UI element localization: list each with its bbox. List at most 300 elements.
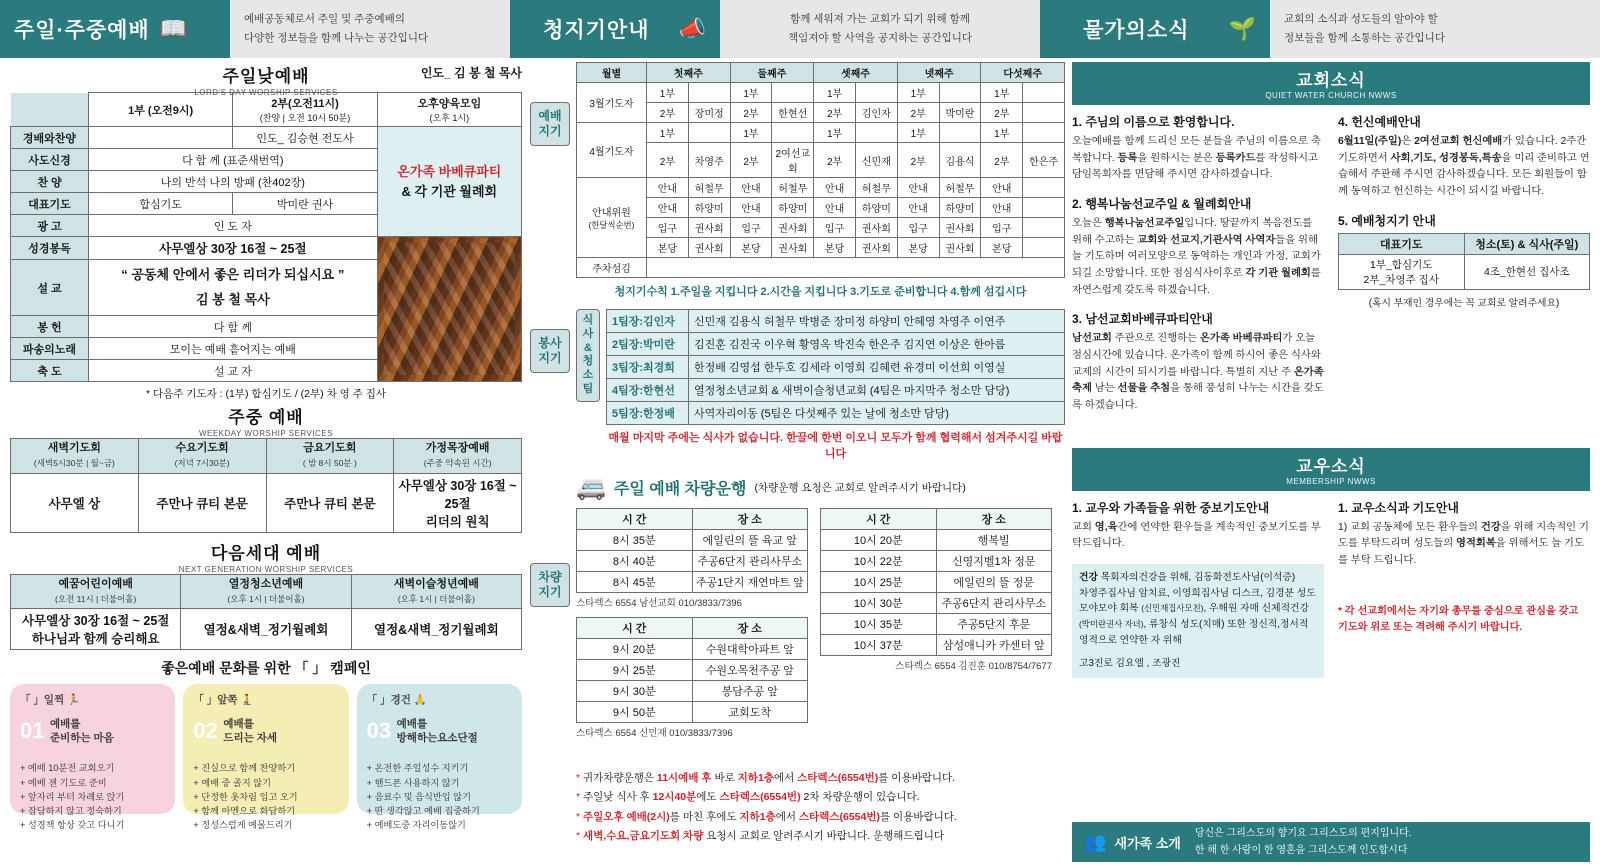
church-news-title: 교회소식 <box>1296 71 1366 90</box>
van-icon: 🚐 <box>576 474 606 501</box>
table-row <box>577 639 808 660</box>
nextgen-value-youth: 열정&새벽_정기월례회 <box>181 609 351 650</box>
header-sub2-worship: 다양한 정보들을 함께 나누는 공간입니다 <box>244 32 429 44</box>
middle-column <box>530 62 1065 847</box>
news-4-heading: 4. 헌신예배안내 <box>1338 115 1421 129</box>
usher-r1-v2: 허철무 <box>772 178 814 198</box>
apr-w5-v2: 한은주 <box>1023 143 1065 178</box>
usher-r1-k4: 안내 <box>897 178 939 198</box>
car-notice-3: * 주일오후 예배(2시)를 마친 후에도 지하1층에서 스타렉스(6554번)를 이용바랍니다. <box>576 810 957 823</box>
row-value-prayer-2nd: 박미란 권사 <box>233 193 377 215</box>
usher-r2-k2: 안내 <box>730 198 772 218</box>
table-row <box>577 660 808 681</box>
row-label-hymn: 찬 양 <box>11 171 89 193</box>
car-note-morning: 스타렉스 6554 남선교회 010/3833/7396 <box>576 598 742 609</box>
header-sub1-news: 교회의 소식과 성도들의 알아야 할 <box>1284 13 1438 26</box>
car-section <box>530 473 1065 847</box>
church-news-left <box>1072 113 1324 426</box>
mar-w2-v2: 한현선 <box>772 103 814 123</box>
car-notice-4: * 새벽,수요,금요기도회 차량 요청시 교회로 알려주시기 바랍니다. 운행해드립니다 <box>576 830 944 843</box>
team-1-leader: 1팀장:김인자 <box>607 310 689 333</box>
member-news-right <box>1338 499 1590 678</box>
weekday-col-fri: 금요기도회 ( 밤 8시 50분 ) <box>266 439 394 474</box>
news-2-heading: 2. 행복나눔선교주일 & 월례회안내 <box>1072 197 1252 212</box>
mar-w3-v1 <box>855 83 897 103</box>
campaign-cards <box>10 684 522 831</box>
car-title-note: (차량운행 요청은 교회로 알려주시기 바랍니다) <box>754 482 966 494</box>
apr-w4-p2: 2부 <box>897 143 939 178</box>
parking-value <box>647 258 1065 278</box>
usher-label: 안내위원 (한달씩순번) <box>577 178 647 258</box>
table-row <box>821 530 1052 551</box>
row-label-benediction: 축 도 <box>11 360 89 382</box>
parking-label: 주차섬김 <box>577 258 647 278</box>
team-5-members: 사역자리이동 (5팀은 다섯째주 있는 날에 청소만 담당) <box>689 402 1065 425</box>
steward-rules: 청지기수칙 1.주일을 지킵니다 2.시간을 지킵니다 3.기도로 준비합니다 4.함께 섬깁시다 <box>614 286 1027 298</box>
car-table-bongdam <box>576 617 808 723</box>
car-l-h1: 시 간 <box>821 509 937 530</box>
car-b-h1: 시 간 <box>577 618 693 639</box>
weekday-title: 주중 예배 <box>228 408 304 427</box>
campaign-list-1: + 예배 10분전 교회오기 + 예배 젠 기도로 준비 + 앞자리 부터 차례로 앉기 + 잡담하지 않고 정숙하기 + 성경책 항상 갖고 다니기 <box>20 763 125 831</box>
campaign-tag-2: 「 」앞쪽 🧎 <box>193 694 254 707</box>
car-title-row <box>576 473 1065 502</box>
header-sub-steward <box>720 0 1040 58</box>
mar-w3-v2: 김인자 <box>855 103 897 123</box>
row-value-notice: 인 도 자 <box>89 215 378 237</box>
usher-r4-v5 <box>1023 238 1065 258</box>
apr-w1-p2: 2부 <box>647 143 689 178</box>
weekday-table <box>10 438 522 533</box>
duty-table <box>1338 233 1590 290</box>
campaign-card-3 <box>357 684 522 831</box>
usher-r3-v3: 권사회 <box>855 218 897 238</box>
car-l-p6: 삼성애니카 카센터 앞 <box>936 635 1052 656</box>
member-2-text: 1) 교회 공동체에 모든 환우들의 건강을 위해 지속적인 기도를 부탁드리며 성도들의 영적회복을 위해서도 늘 기도를 부탁 드립니다. <box>1338 521 1589 567</box>
usher-r2-k3: 안내 <box>814 198 856 218</box>
mar-w2-v1 <box>772 83 814 103</box>
campaign-tag-1: 「 」일찍 🏃 <box>20 694 81 707</box>
mar-w5-p2: 2부 <box>981 103 1023 123</box>
tab-meal-clean-team: 식 사 & 청 소 팀 <box>576 309 600 402</box>
car-l-t1: 10시 20분 <box>821 530 937 551</box>
next-week-prayer-note: * 다음주 기도자 : (1부) 합심기도 / (2부) 차 영 주 집사 <box>145 388 387 400</box>
row-value-sending: 모이는 예배 흩어지는 예배 <box>89 338 378 360</box>
member-news-subtitle: MEMBERSHIP NWWS <box>1286 476 1376 486</box>
bbq-title: 온가족 바베큐파티 <box>397 164 502 179</box>
service-team-table <box>606 309 1065 425</box>
news-1-heading: 1. 주님의 이름으로 환영합니다. <box>1072 115 1235 129</box>
car-l-t3: 10시 25분 <box>821 572 937 593</box>
header-title-news: 물가의소식 <box>1083 19 1190 42</box>
table-row <box>821 614 1052 635</box>
weekday-col-home: 가정목장예배 (주중 약속된 시간) <box>394 439 522 474</box>
apr-w4-v1 <box>939 123 981 143</box>
car-m-h1: 시 간 <box>577 509 693 530</box>
car-table-late <box>820 508 1052 656</box>
campaign-num-3: 03 <box>366 718 392 744</box>
church-news-body <box>1072 113 1590 426</box>
leaf-icon: 🌱 <box>1228 16 1256 41</box>
row-label-sending: 파송의노래 <box>11 338 89 360</box>
header-sub1-steward: 함께 세워져 가는 교회가 되기 위해 함께 <box>790 13 970 26</box>
mar-w1-v2: 장미정 <box>688 103 730 123</box>
car-m-t1: 8시 35분 <box>577 530 693 551</box>
header-sub2-steward: 책임져야 할 사역을 공지하는 공간입니다 <box>787 32 973 44</box>
nextgen-col-youth: 열정청소년예배 (오후 1시 | 더불어홀) <box>181 574 351 609</box>
apr-w3-p2: 2부 <box>814 143 856 178</box>
left-column <box>10 62 522 831</box>
header-band <box>0 0 1600 58</box>
campaign-sub-3: 예배를 방해하는요소단절 <box>396 718 478 744</box>
apr-w3-v1 <box>855 123 897 143</box>
usher-r4-v4: 권사회 <box>939 238 981 258</box>
header-title-steward: 청지기안내 <box>543 19 650 42</box>
new-family-banner <box>1072 822 1590 862</box>
team-3-members: 한정배 김영섭 한두호 김세라 이영희 김혜련 유경미 이선희 이영실 <box>689 356 1065 379</box>
table-row <box>1339 254 1590 289</box>
car-m-p2: 주공6단지 관리사무소 <box>692 551 808 572</box>
steward-section <box>530 62 1065 299</box>
member-1-heading: 1. 교우와 가족들을 위한 중보기도안내 <box>1072 500 1270 515</box>
weekday-value-dawn: 사무엘 상 <box>11 473 139 532</box>
row-label-sermon: 설 교 <box>11 260 89 316</box>
table-row <box>577 530 808 551</box>
duty-absent-note: (혹시 부재인 경우에는 꼭 교회로 알려주세요) <box>1368 297 1560 309</box>
team-4-leader: 4팀장:한현선 <box>607 379 689 402</box>
member-red-note: * 각 선교회에서는 자기와 총무를 중심으로 관심을 갖고 기도와 위로 또는 격려해 주시기 바랍니다. <box>1338 605 1579 633</box>
member-news-body <box>1072 499 1590 678</box>
row-month-april: 4월기도자 <box>577 123 647 178</box>
apr-w3-v2: 신민재 <box>855 143 897 178</box>
nextgen-title: 다음세대 예배 <box>210 543 322 563</box>
apr-w1-v2: 차영주 <box>688 143 730 178</box>
sunday-col-2nd: 2부(오전11시) (찬양 | 오전 10시 50분) <box>233 93 377 127</box>
new-family-line1: 당신은 그리스도의 향기요 그리스도의 편지입니다. <box>1194 828 1412 839</box>
service-team-section <box>530 309 1065 461</box>
mar-w2-p1: 1부 <box>730 83 772 103</box>
apr-w1-p1: 1부 <box>647 123 689 143</box>
bbq-photo <box>377 237 521 382</box>
usher-r4-k5: 본당 <box>981 238 1023 258</box>
car-b-t2: 9시 25분 <box>577 660 693 681</box>
member-1-text: 교회 영,육간에 연약한 환우들을 계속적인 중보기도를 부탁드립니다. <box>1072 521 1321 550</box>
table-row <box>821 593 1052 614</box>
mar-w1-v1 <box>688 83 730 103</box>
campaign-title: 좋은예배 문화를 위한 「 」 캠페인 <box>161 660 371 677</box>
weekday-value-wed: 주만나 큐티 본문 <box>138 473 266 532</box>
usher-r2-k4: 안내 <box>897 198 939 218</box>
car-b-t3: 9시 30분 <box>577 681 693 702</box>
usher-r4-v3: 권사회 <box>855 238 897 258</box>
header-block-worship <box>0 0 230 58</box>
header-sub-worship <box>230 0 510 58</box>
book-icon: 📖 <box>159 16 188 41</box>
row-value-praise <box>89 127 233 149</box>
nextgen-col-young: 새벽이슬청년예배 (오후 1시 | 더불어홀) <box>351 574 521 609</box>
car-m-t3: 8시 45분 <box>577 572 693 593</box>
mar-w4-p1: 1부 <box>897 83 939 103</box>
usher-r3-v2: 권사회 <box>772 218 814 238</box>
member-news-left <box>1072 499 1324 678</box>
church-news-right <box>1338 113 1590 426</box>
bbq-announcement <box>377 127 521 237</box>
campaign-num-2: 02 <box>193 718 218 744</box>
header-sub2-news: 정보들을 함께 소통하는 공간입니다 <box>1284 32 1445 44</box>
row-value-benediction: 설 교 자 <box>89 360 378 382</box>
row-value-prayer-1st: 합심기도 <box>89 193 233 215</box>
table-row <box>821 551 1052 572</box>
sunday-col-1st: 1부 (오전9시) <box>89 93 233 127</box>
campaign-card-1 <box>10 684 175 831</box>
car-b-p2: 수원오목천주공 앞 <box>692 660 808 681</box>
car-table-morning <box>576 508 808 593</box>
bbq-sub: & 각 기관 월례회 <box>401 183 498 199</box>
usher-r3-v4: 권사회 <box>939 218 981 238</box>
sunday-service-table <box>10 92 522 382</box>
nextgen-col-kids: 예꿈어린이예배 (오전 11시 | 더불어홀) <box>11 574 181 609</box>
team-4-members: 열정청소년교회 & 새벽이슬청년교회 (4팀은 마지막주 청소만 담당) <box>689 379 1065 402</box>
row-value-scripture: 사무엘상 30장 16절 ~ 25절 <box>89 237 378 260</box>
usher-r1-k3: 안내 <box>814 178 856 198</box>
mar-w1-p2: 2부 <box>647 103 689 123</box>
usher-r2-k5: 안내 <box>981 198 1023 218</box>
col-week3: 셋째주 <box>814 63 898 83</box>
megaphone-icon: 📣 <box>678 16 706 41</box>
usher-r1-k2: 안내 <box>730 178 772 198</box>
weekday-value-fri: 주만나 큐티 본문 <box>266 473 394 532</box>
usher-r3-k5: 입구 <box>981 218 1023 238</box>
tab-worship-steward: 예배 지기 <box>530 102 570 146</box>
member-news-title: 교우소식 <box>1296 456 1366 476</box>
car-m-t2: 8시 40분 <box>577 551 693 572</box>
sunday-col-afternoon: 오후양육모임 (오후 1시) <box>377 93 521 127</box>
mar-w5-v1 <box>1023 83 1065 103</box>
team-3-leader: 3팀장:최경희 <box>607 356 689 379</box>
car-notice-1: * 귀가차량운행은 11시예배 후 바로 지하1층에서 스타렉스(6554번)를 이용바랍니다. <box>576 772 956 784</box>
campaign-num-1: 01 <box>20 718 45 744</box>
apr-w4-p1: 1부 <box>897 123 939 143</box>
car-b-t4: 9시 50분 <box>577 702 693 723</box>
usher-r4-v2: 권사회 <box>772 238 814 258</box>
apr-w2-v2: 2여선교회 <box>772 143 814 178</box>
church-news-banner <box>1072 62 1590 105</box>
header-title-worship: 주일·주중예배 <box>14 19 150 42</box>
car-l-p4: 주공6단지 관리사무소 <box>936 593 1052 614</box>
header-sub1-worship: 예배공동체로서 주일 및 주중예배의 <box>244 13 405 26</box>
news-1-text: 오늘예배를 함께 드리신 모든 분들을 주님의 이름으로 축복합니다. 등록을 원하시는 분은 등록카드를 작성하시고 담임목회자를 면담해 주시면 감사하겠습니다. <box>1072 136 1321 181</box>
news-5-heading: 5. 예배청지기 안내 <box>1338 213 1436 228</box>
team-2-leader: 2팀장:박미란 <box>607 333 689 356</box>
car-l-p5: 주공5단지 후문 <box>936 614 1052 635</box>
col-week1: 첫째주 <box>647 63 731 83</box>
campaign-list-2: + 진실으로 함께 찬양하기 + 예배 중 졸지 않기 + 단정한 옷차림 입고 오기 + 함께 아멘으로 화답하기 + 정성스럽게 예물드리기 <box>193 763 298 831</box>
table-row <box>577 681 808 702</box>
car-l-h2: 장 소 <box>936 509 1052 530</box>
car-tables <box>576 508 1065 747</box>
tab-service-steward: 봉사 지기 <box>530 329 570 373</box>
prayer-line-2: 차영주집사님 암치료, 이영희집사님 디스크, 김경분 성도 모야모야 회복 (신민재집사모친), 우해원 자매 신체적건강 (박미란권사 자녀), 류창식 성도(치매) 또한 정신적,정서적 영적으로 연약한 자 위해 <box>1079 587 1316 646</box>
mar-w5-v2 <box>1023 103 1065 123</box>
duty-prayer-value: 1부_합심기도 2부_차영주 집사 <box>1339 254 1465 289</box>
row-label-offering: 봉 헌 <box>11 316 89 338</box>
usher-r2-v3: 하양미 <box>855 198 897 218</box>
new-family-text <box>1195 825 1412 859</box>
car-note-late: 스타렉스 6554 김진훈 010/8754/7677 <box>895 661 1052 672</box>
duty-head-clean: 청소(토) & 식사(주일) <box>1464 233 1590 254</box>
weekday-col-wed: 수요기도회 (저녁 7시30분) <box>138 439 266 474</box>
usher-r1-v4: 허철무 <box>939 178 981 198</box>
news-3-heading: 3. 남선교회바베큐파티안내 <box>1072 312 1213 327</box>
campaign-sub-1: 예배를 준비하는 마음 <box>50 718 114 744</box>
campaign-card-2 <box>183 684 348 831</box>
usher-r2-v4: 하양미 <box>939 198 981 218</box>
sunday-leader: 인도_ 김 봉 철 목사 <box>420 66 522 80</box>
usher-r4-v1: 권사회 <box>688 238 730 258</box>
nextgen-table <box>10 574 522 651</box>
usher-r2-v2: 하양미 <box>772 198 814 218</box>
col-month: 월별 <box>577 63 647 83</box>
usher-r1-v3: 허철무 <box>855 178 897 198</box>
car-l-t4: 10시 30분 <box>821 593 937 614</box>
table-row <box>577 702 808 723</box>
usher-r2-k1: 안내 <box>647 198 689 218</box>
usher-r1-v1: 허철무 <box>688 178 730 198</box>
apr-w2-p1: 1부 <box>730 123 772 143</box>
team-5-leader: 5팀장:한정배 <box>607 402 689 425</box>
car-b-p3: 봉담주공 앞 <box>692 681 808 702</box>
col-week4: 넷째주 <box>897 63 981 83</box>
car-m-p1: 에일린의 뜰 육교 앞 <box>692 530 808 551</box>
news-4-text: 6월11일(주일)은 2여선교회 헌신예배가 있습니다. 2주간 기도하면서 사회,기도, 성경봉독,특송을 미리 준비하고 연습해서 주관해 주시면 감사하겠습니다. 모든 회원들이 함께 동역하고 헌신하는 시간이 되시길 바랍니다. <box>1338 136 1590 198</box>
car-l-p2: 신영지벨1차 정문 <box>936 551 1052 572</box>
member-news-banner <box>1072 448 1590 491</box>
prayer-box <box>1072 564 1324 678</box>
car-note-bongdam: 스타렉스 6554 신민재 010/3833/7396 <box>576 728 733 739</box>
header-sub-news <box>1270 0 1600 58</box>
apr-w5-p1: 1부 <box>981 123 1023 143</box>
apr-w2-p2: 2부 <box>730 143 772 178</box>
table-row <box>577 551 808 572</box>
church-news-subtitle: QUIET WATER CHURCH NWWS <box>1265 91 1397 100</box>
weekday-value-home: 사무엘상 30장 16절 ~ 25절 리더의 원칙 <box>394 473 522 532</box>
sunday-service-title: 주일낮예배 <box>222 67 310 86</box>
table-row <box>577 572 808 593</box>
car-b-p4: 교회도착 <box>692 702 808 723</box>
car-l-t5: 10시 35분 <box>821 614 937 635</box>
row-label-praise: 경배와찬양 <box>11 127 89 149</box>
car-b-p1: 수원대학아파트 앞 <box>692 639 808 660</box>
tab-car-steward: 차량 지기 <box>530 563 570 607</box>
car-title: 주일 예배 차량운행 <box>613 481 747 498</box>
usher-r3-k1: 입구 <box>647 218 689 238</box>
mar-w4-v2: 박미란 <box>939 103 981 123</box>
row-label-prayer: 대표기도 <box>11 193 89 215</box>
row-value-creed: 다 함 께 (표준새번역) <box>89 149 378 171</box>
usher-r1-k5: 안내 <box>981 178 1023 198</box>
service-team-note: 매월 마지막 주에는 식사가 없습니다. 한끌에 한번 이오니 모두가 함께 협력해서 섬겨주시길 바랍니다 <box>608 432 1063 460</box>
usher-r2-v5 <box>1023 198 1065 218</box>
car-m-h2: 장 소 <box>692 509 808 530</box>
usher-r3-v1: 권사회 <box>688 218 730 238</box>
mar-w4-v1 <box>939 83 981 103</box>
mar-w1-p1: 1부 <box>647 83 689 103</box>
row-label-scripture: 성경봉독 <box>11 237 89 260</box>
nextgen-subtitle: NEXT GENERATION WORSHIP SERVICES <box>178 564 354 574</box>
car-b-t1: 9시 20분 <box>577 639 693 660</box>
prayer-line-3: 고3진로 김요엘 , 조광진 <box>1079 658 1181 670</box>
table-row <box>821 635 1052 656</box>
apr-w5-v1 <box>1023 123 1065 143</box>
mar-w5-p1: 1부 <box>981 83 1023 103</box>
mar-w3-p1: 1부 <box>814 83 856 103</box>
row-label-creed: 사도신경 <box>11 149 89 171</box>
nextgen-value-kids: 사무엘상 30장 16절 ~ 25절 하나님과 함께 승리해요 <box>11 609 181 650</box>
usher-r4-k4: 본당 <box>897 238 939 258</box>
sunday-service-subtitle: LORD'S DAY WORSHIP SERVICES <box>194 88 338 97</box>
apr-w5-p2: 2부 <box>981 143 1023 178</box>
usher-r3-k2: 입구 <box>730 218 772 238</box>
row-month-march: 3월기도자 <box>577 83 647 123</box>
news-3-text: 남선교회 주관으로 진행하는 온가족 바베큐파티가 오늘 점심시간에 있습니다. 온가족이 함께 하시어 좋은 식사와 교제의 시간이 되시기를 바랍니다. 특별히 지난 주 온가족 축제 남는 선물을 추첨을 통해 풍성히 나누는 시간을 갖도록 하겠습니다. <box>1072 333 1324 412</box>
car-notices <box>576 769 1065 847</box>
col-week5: 다섯째주 <box>981 63 1065 83</box>
usher-r2-v1: 하양미 <box>688 198 730 218</box>
people-icon: 👥 <box>1084 831 1107 852</box>
col-week2: 둘째주 <box>730 63 814 83</box>
row-value-offering: 다 함 께 <box>89 316 378 338</box>
header-block-steward <box>510 0 720 58</box>
duty-clean-value: 4조_한현선 집사조 <box>1464 254 1590 289</box>
weekday-subtitle: WEEKDAY WORSHIP SERVICES <box>198 429 334 438</box>
duty-head-prayer: 대표기도 <box>1339 233 1465 254</box>
car-l-p3: 에일린의 뜰 정문 <box>936 572 1052 593</box>
apr-w2-v1 <box>772 123 814 143</box>
news-2-text: 오늘은 행복나눔선교주일입니다. 땅끝까지 복음전도를 위해 수고하는 교회와 선교지,기관사역 사역자들을 위해 늘 기도하며 여러모양으로 동역하는 개인과 가정, 교회가 되길 소망합니다. 또한 점심식사이후로 각 기관 월례회를 자연스럽게 갖도록 하겠습니다. <box>1072 218 1321 296</box>
row-label-notice: 광 고 <box>11 215 89 237</box>
right-column <box>1072 62 1590 678</box>
car-l-t2: 10시 22분 <box>821 551 937 572</box>
campaign-tag-3: 「 」경건 🙏 <box>366 694 427 707</box>
usher-r3-k3: 입구 <box>814 218 856 238</box>
nextgen-value-young: 열정&새벽_정기월례회 <box>351 609 521 650</box>
member-2-heading: 1. 교우소식과 기도안내 <box>1338 500 1460 515</box>
usher-r3-v5 <box>1023 218 1065 238</box>
usher-r4-k3: 본당 <box>814 238 856 258</box>
apr-w1-v1 <box>688 123 730 143</box>
mar-w2-p2: 2부 <box>730 103 772 123</box>
usher-r1-v5 <box>1023 178 1065 198</box>
car-l-p1: 행복빌 <box>936 530 1052 551</box>
mar-w3-p2: 2부 <box>814 103 856 123</box>
campaign-list-3: + 온전한 주일성수 지키기 + 핸드폰 사용하지 않기 + 음료수 및 음식반입 않기 + 딴 생각않고 예배 집중하기 + 예배도중 자리이동않기 <box>366 763 480 831</box>
car-m-p3: 주공1단지 재연마트 앞 <box>692 572 808 593</box>
usher-r4-k1: 본당 <box>647 238 689 258</box>
campaign-sub-2: 예배를 드리는 자세 <box>223 718 277 744</box>
prayer-schedule-table <box>576 62 1065 278</box>
usher-r4-k2: 본당 <box>730 238 772 258</box>
new-family-line2: 한 해 한 사람이 한 영혼을 그리스도께 인도합시다 <box>1194 845 1408 856</box>
team-2-members: 김진훈 김진국 이우혁 황영옥 박진숙 한은주 김지연 이상은 한아름 <box>689 333 1065 356</box>
weekday-col-dawn: 새벽기도회 (새벽5시30분 | 월~금) <box>11 439 139 474</box>
row-value-praise-leader: 인도_ 김승현 전도사 <box>233 127 377 149</box>
apr-w4-v2: 김용식 <box>939 143 981 178</box>
table-row <box>821 572 1052 593</box>
row-value-hymn: 나의 반석 나의 방패 (찬402장) <box>89 171 378 193</box>
car-l-t6: 10시 37분 <box>821 635 937 656</box>
mar-w4-p2: 2부 <box>897 103 939 123</box>
car-b-h2: 장 소 <box>692 618 808 639</box>
